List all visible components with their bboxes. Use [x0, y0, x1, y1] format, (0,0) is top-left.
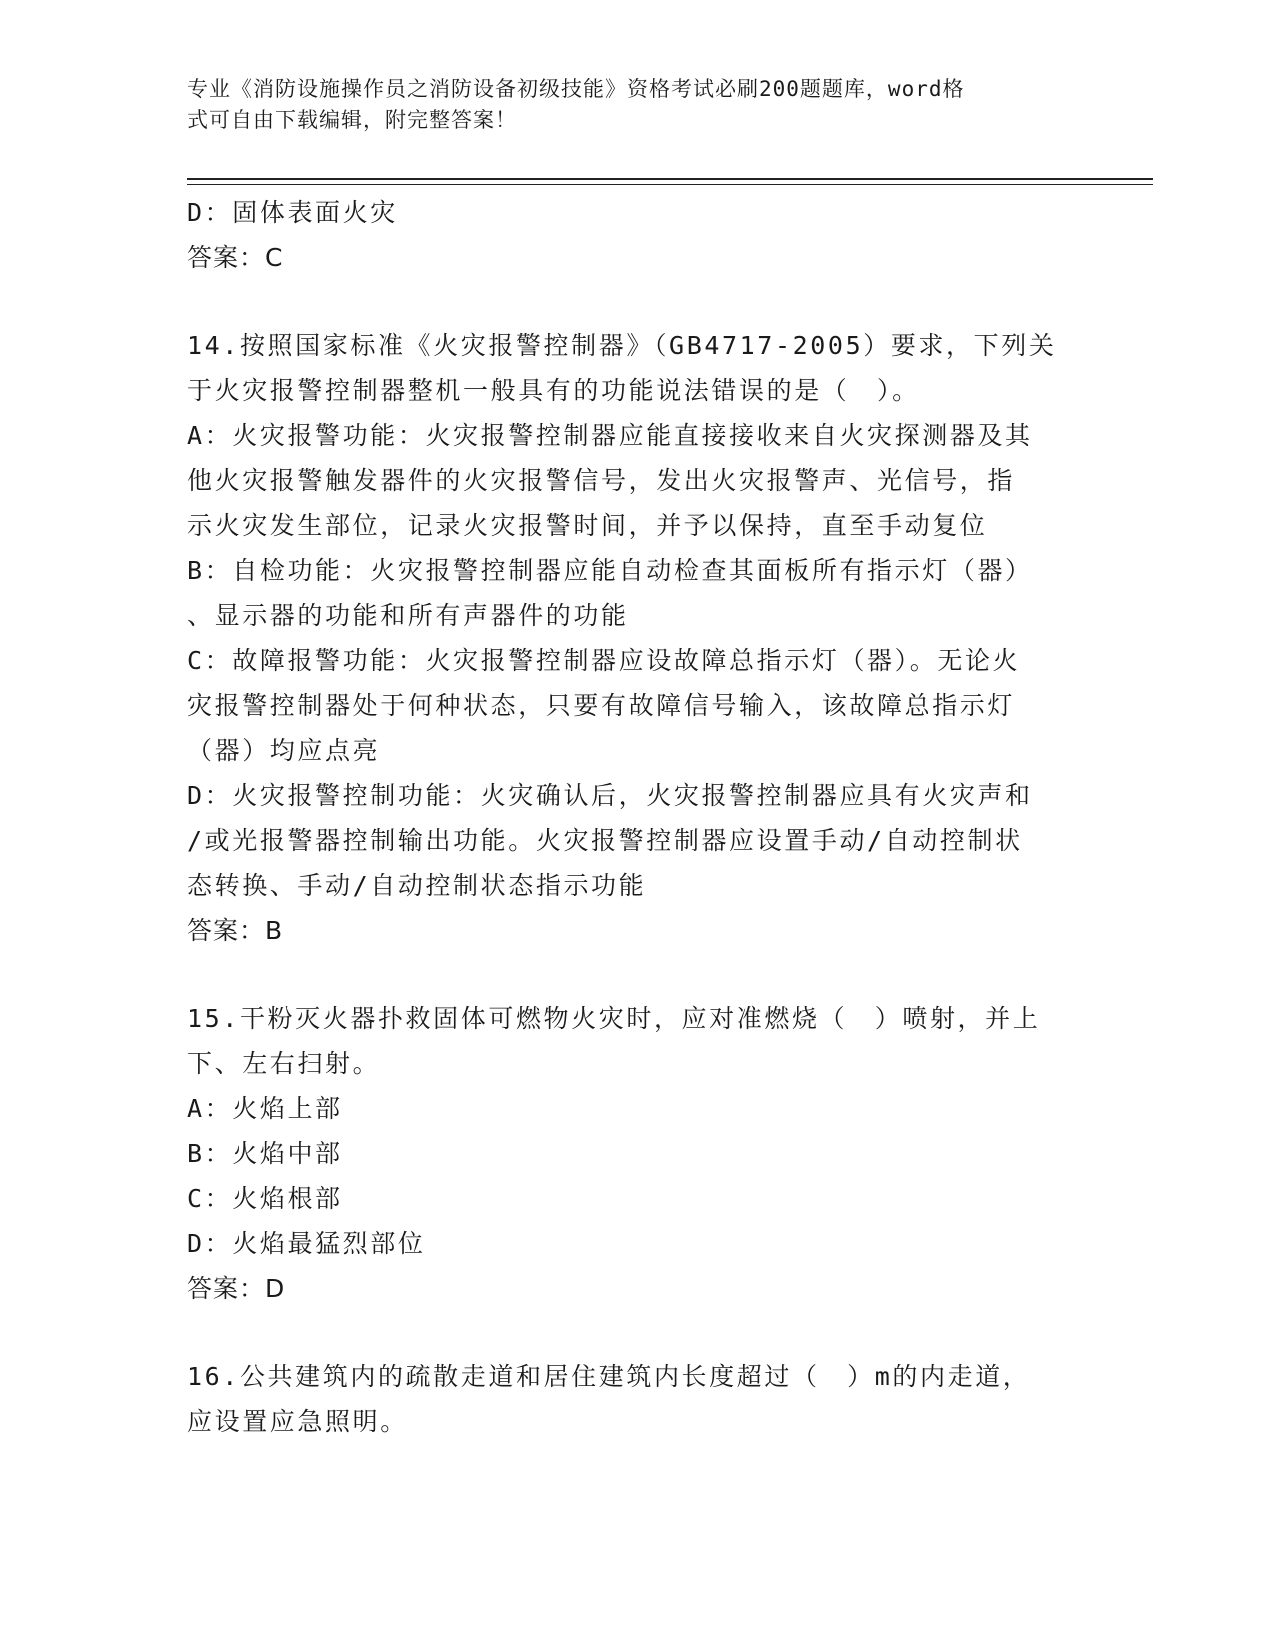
header-rule-thick [187, 178, 1153, 180]
option-d: D：火焰最猛烈部位 [187, 1229, 426, 1258]
option-c: C：火焰根部 [187, 1184, 343, 1213]
answer-line: 答案：C [187, 243, 284, 272]
header-line-1: 专业《消防设施操作员之消防设备初级技能》资格考试必刷200题题库，word格 [187, 77, 965, 101]
option-b: B：火焰中部 [187, 1139, 343, 1168]
question-stem-line: 16.公共建筑内的疏散走道和居住建筑内长度超过（ ）m的内走道， [187, 1362, 1031, 1391]
option-d: D：固体表面火灾 [187, 198, 398, 227]
question-stem-line: 15.干粉灭火器扑救固体可燃物火灾时，应对准燃烧（ ）喷射，并上 [187, 1004, 1041, 1033]
header-line-2: 式可自由下载编辑，附完整答案！ [187, 108, 517, 132]
option-c-line: C：故障报警功能：火灾报警控制器应设故障总指示灯（器）。无论火 [187, 646, 1021, 675]
answer-line: 答案：B [187, 916, 284, 945]
document-header [187, 74, 1067, 136]
option-d-line: D：火灾报警控制功能：火灾确认后，火灾报警控制器应具有火灾声和 [187, 781, 1033, 810]
question-spacer [187, 1311, 1087, 1354]
question-stem-line: 14.按照国家标准《火灾报警控制器》（GB4717-2005）要求，下列关 [187, 331, 1057, 360]
option-d-line: /或光报警器控制输出功能。火灾报警控制器应设置手动/自动控制状 [187, 826, 1023, 855]
question-spacer [187, 953, 1087, 996]
question-stem-line: 于火灾报警控制器整机一般具有的功能说法错误的是（ ）。 [187, 376, 920, 405]
question-15 [187, 996, 1087, 1311]
question-stem-line: 应设置应急照明。 [187, 1407, 408, 1436]
question-stem-line: 下、左右扫射。 [187, 1049, 381, 1078]
question-14 [187, 323, 1087, 953]
option-b-line: 、显示器的功能和所有声器件的功能 [187, 601, 629, 630]
previous-question-tail [187, 190, 1087, 280]
option-a-line: 示火灾发生部位，记录火灾报警时间，并予以保持，直至手动复位 [187, 511, 988, 540]
option-d-line: 态转换、手动/自动控制状态指示功能 [187, 871, 647, 900]
question-content [187, 190, 1087, 1444]
header-rule-thin [187, 184, 1153, 185]
option-b-line: B：自检功能：火灾报警控制器应能自动检查其面板所有指示灯（器） [187, 556, 1033, 585]
option-c-line: 灾报警控制器处于何种状态，只要有故障信号输入，该故障总指示灯 [187, 691, 1016, 720]
question-16 [187, 1354, 1087, 1444]
question-spacer [187, 280, 1087, 323]
option-a-line: 他火灾报警触发器件的火灾报警信号，发出火灾报警声、光信号，指 [187, 466, 1016, 495]
option-c-line: （器）均应点亮 [187, 736, 381, 765]
option-a: A：火焰上部 [187, 1094, 343, 1123]
option-a-line: A：火灾报警功能：火灾报警控制器应能直接接收来自火灾探测器及其 [187, 421, 1033, 450]
answer-line: 答案：D [187, 1274, 286, 1303]
